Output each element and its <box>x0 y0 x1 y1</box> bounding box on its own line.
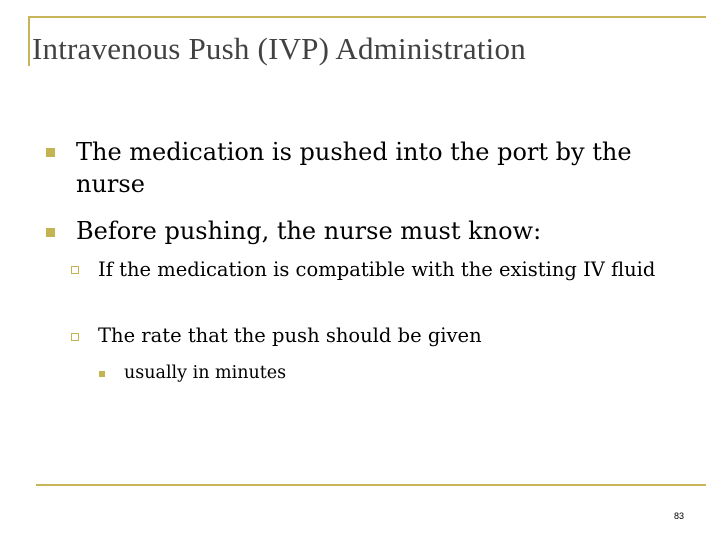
filled-square-bullet-icon <box>46 228 55 237</box>
sub-sub-bullet-item-1: usually in minutes <box>124 363 287 383</box>
top-accent-rule <box>28 16 706 18</box>
small-filled-square-bullet-icon <box>99 371 105 377</box>
filled-square-bullet-icon <box>46 148 55 157</box>
left-accent-rule <box>28 16 30 66</box>
sub-bullet-item-1: If the medication is compatible with the existing IV fluid <box>98 258 656 281</box>
sub-bullet-item-2: The rate that the push should be given <box>98 324 482 347</box>
slide-number: 83 <box>673 511 684 521</box>
slide-title: Intravenous Push (IVP) Administration <box>32 31 526 66</box>
hollow-square-bullet-icon <box>71 266 79 274</box>
bottom-accent-rule <box>36 484 706 486</box>
bullet-item-2: Before pushing, the nurse must know: <box>76 217 542 245</box>
hollow-square-bullet-icon <box>71 333 79 341</box>
bullet-item-1: The medication is pushed into the port by the nurse <box>76 138 632 198</box>
